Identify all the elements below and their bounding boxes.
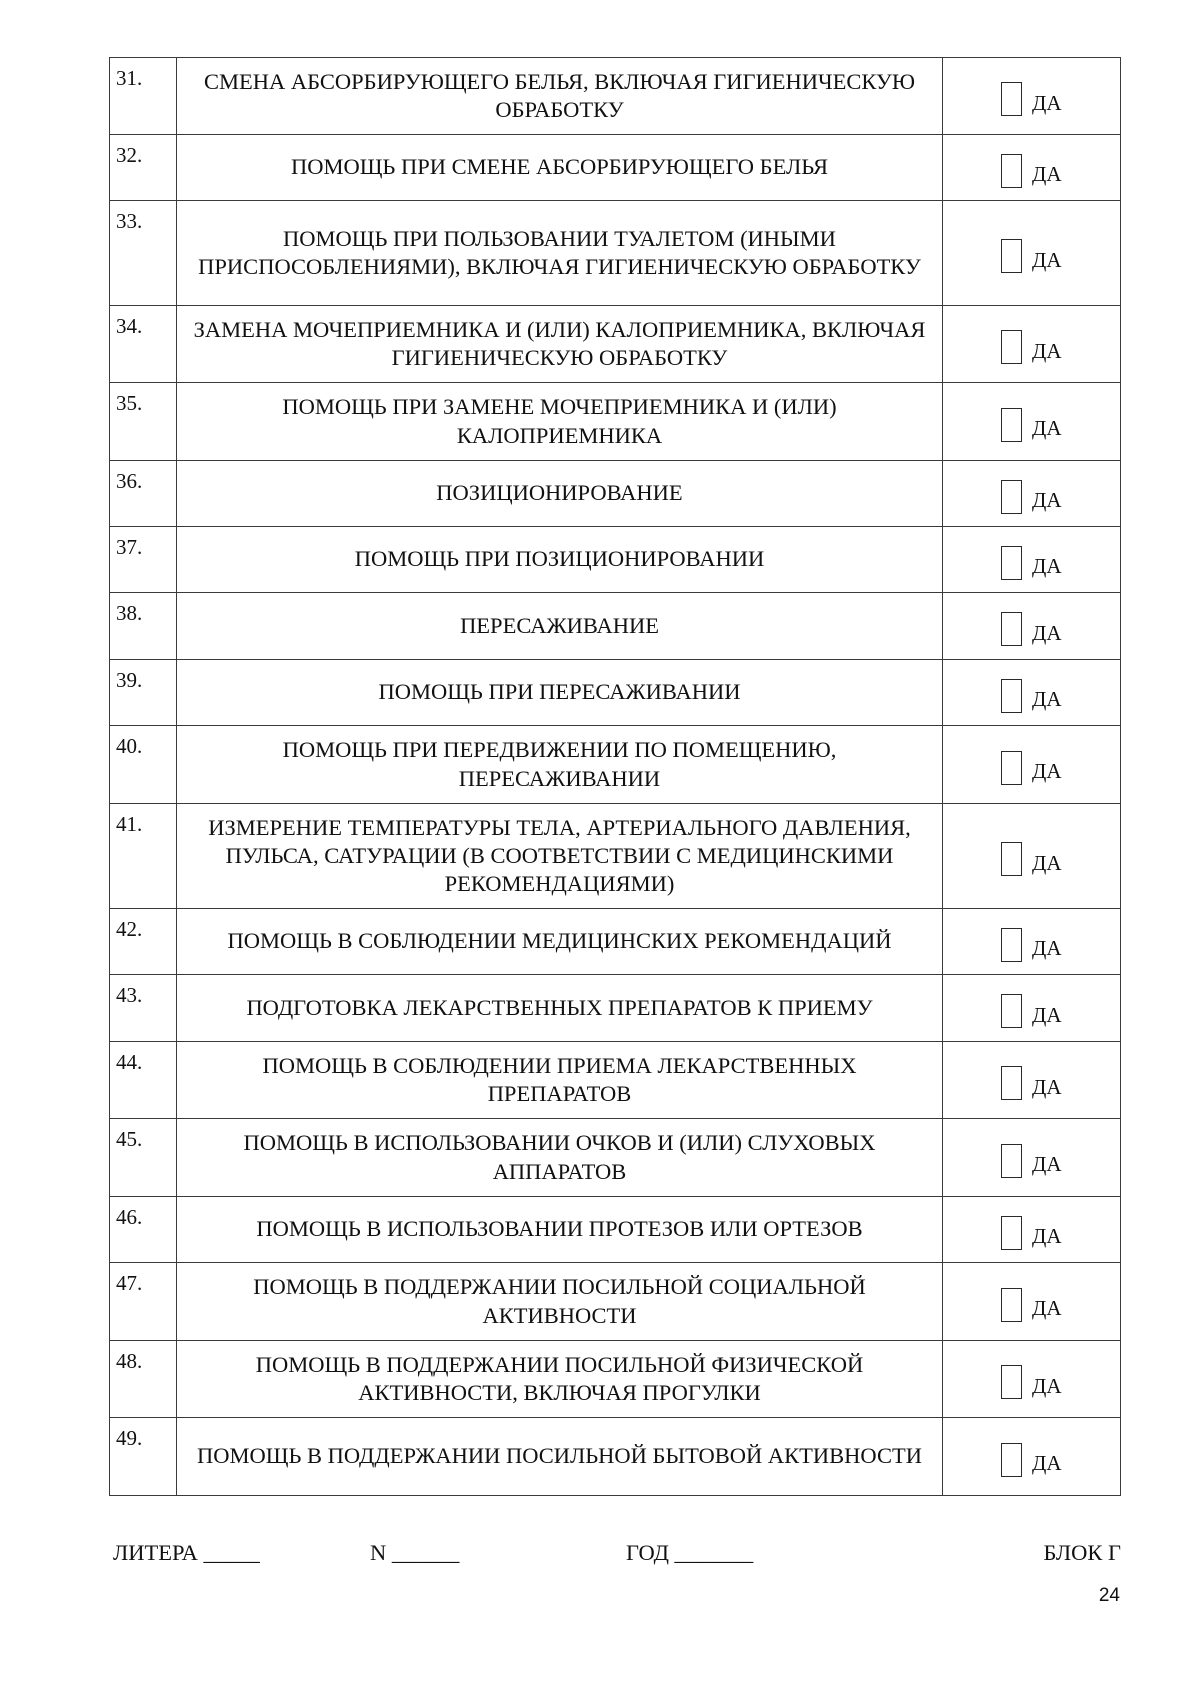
table-row <box>110 58 1121 135</box>
table-row <box>110 975 1121 1042</box>
row-service-text: ЗАМЕНА МОЧЕПРИЕМНИКА И (ИЛИ) КАЛОПРИЕМНИКА, ВКЛЮЧАЯ ГИГИЕНИЧЕСКУЮ ОБРАБОТКУ <box>177 306 943 383</box>
yes-label: ДА <box>1032 488 1062 512</box>
row-answer-cell <box>943 1042 1121 1119</box>
table-row <box>110 135 1121 201</box>
table-row <box>110 1341 1121 1418</box>
yes-label: ДА <box>1032 1002 1062 1027</box>
row-service-text: ПОМОЩЬ В ИСПОЛЬЗОВАНИИ ПРОТЕЗОВ ИЛИ ОРТЕЗОВ <box>177 1197 943 1263</box>
row-number: 42. <box>110 909 177 975</box>
row-number: 36. <box>110 461 177 527</box>
row-service-text: ПЕРЕСАЖИВАНИЕ <box>177 593 943 660</box>
row-number: 49. <box>110 1418 177 1496</box>
yes-checkbox[interactable] <box>1001 751 1022 785</box>
row-answer-cell <box>943 1263 1121 1341</box>
form-footer <box>113 1540 1121 1570</box>
yes-label: ДА <box>1032 1152 1062 1176</box>
row-number: 44. <box>110 1042 177 1119</box>
row-answer-cell <box>943 1197 1121 1263</box>
row-answer-cell <box>943 660 1121 726</box>
table-row <box>110 383 1121 461</box>
checklist-body <box>110 58 1121 1496</box>
yes-checkbox[interactable] <box>1001 1365 1022 1399</box>
yes-label: ДА <box>1032 687 1062 711</box>
row-service-text: ПОМОЩЬ ПРИ ЗАМЕНЕ МОЧЕПРИЕМНИКА И (ИЛИ) КАЛОПРИЕМНИКА <box>177 383 943 461</box>
row-number: 39. <box>110 660 177 726</box>
row-service-text: ПОМОЩЬ ПРИ ПЕРЕСАЖИВАНИИ <box>177 660 943 726</box>
row-answer-cell <box>943 1119 1121 1197</box>
table-row <box>110 804 1121 909</box>
row-service-text: ПОМОЩЬ ПРИ ПОЛЬЗОВАНИИ ТУАЛЕТОМ (ИНЫМИ ПРИСПОСОБЛЕНИЯМИ), ВКЛЮЧАЯ ГИГИЕНИЧЕСКУЮ ОБРАБОТКУ <box>177 201 943 306</box>
table-row <box>110 201 1121 306</box>
yes-label: ДА <box>1032 247 1062 272</box>
yes-checkbox[interactable] <box>1001 928 1022 962</box>
row-service-text: ПОДГОТОВКА ЛЕКАРСТВЕННЫХ ПРЕПАРАТОВ К ПРИЕМУ <box>177 975 943 1042</box>
row-number: 34. <box>110 306 177 383</box>
yes-label: ДА <box>1032 90 1062 115</box>
table-row <box>110 306 1121 383</box>
table-row <box>110 1418 1121 1496</box>
number-field: N ______ <box>370 1540 460 1565</box>
row-service-text: ПОМОЩЬ В ПОДДЕРЖАНИИ ПОСИЛЬНОЙ БЫТОВОЙ АКТИВНОСТИ <box>177 1418 943 1496</box>
row-service-text: ПОМОЩЬ ПРИ ПОЗИЦИОНИРОВАНИИ <box>177 527 943 593</box>
table-row <box>110 593 1121 660</box>
row-service-text: ПОМОЩЬ В СОБЛЮДЕНИИ ПРИЕМА ЛЕКАРСТВЕННЫХ ПРЕПАРАТОВ <box>177 1042 943 1119</box>
row-answer-cell <box>943 527 1121 593</box>
yes-checkbox[interactable] <box>1001 1216 1022 1250</box>
row-service-text: СМЕНА АБСОРБИРУЮЩЕГО БЕЛЬЯ, ВКЛЮЧАЯ ГИГИЕНИЧЕСКУЮ ОБРАБОТКУ <box>177 58 943 135</box>
row-service-text: ПОМОЩЬ В СОБЛЮДЕНИИ МЕДИЦИНСКИХ РЕКОМЕНДАЦИЙ <box>177 909 943 975</box>
yes-checkbox[interactable] <box>1001 679 1022 713</box>
yes-label: ДА <box>1032 1296 1062 1320</box>
row-number: 40. <box>110 726 177 804</box>
table-row <box>110 1042 1121 1119</box>
yes-label: ДА <box>1032 759 1062 783</box>
row-service-text: ПОМОЩЬ ПРИ ПЕРЕДВИЖЕНИИ ПО ПОМЕЩЕНИЮ, ПЕРЕСАЖИВАНИИ <box>177 726 943 804</box>
yes-label: ДА <box>1032 416 1062 440</box>
year-field: ГОД _______ <box>626 1540 754 1565</box>
yes-label: ДА <box>1032 620 1062 645</box>
yes-checkbox[interactable] <box>1001 408 1022 442</box>
yes-label: ДА <box>1032 1451 1062 1475</box>
litera-field: ЛИТЕРА _____ <box>113 1540 260 1565</box>
table-row <box>110 660 1121 726</box>
row-number: 32. <box>110 135 177 201</box>
table-row <box>110 1263 1121 1341</box>
table-row <box>110 461 1121 527</box>
yes-checkbox[interactable] <box>1001 239 1022 273</box>
yes-label: ДА <box>1032 1224 1062 1248</box>
table-row <box>110 1119 1121 1197</box>
row-service-text: ИЗМЕРЕНИЕ ТЕМПЕРАТУРЫ ТЕЛА, АРТЕРИАЛЬНОГО ДАВЛЕНИЯ, ПУЛЬСА, САТУРАЦИИ (В СООТВЕТСТВИИ С МЕДИЦИНСКИМИ РЕКОМЕНДАЦИЯМИ) <box>177 804 943 909</box>
row-number: 47. <box>110 1263 177 1341</box>
yes-checkbox[interactable] <box>1001 1443 1022 1477</box>
row-number: 41. <box>110 804 177 909</box>
row-answer-cell <box>943 975 1121 1042</box>
yes-checkbox[interactable] <box>1001 612 1022 646</box>
yes-checkbox[interactable] <box>1001 842 1022 876</box>
row-answer-cell <box>943 593 1121 660</box>
table-row <box>110 726 1121 804</box>
row-answer-cell <box>943 383 1121 461</box>
yes-label: ДА <box>1032 850 1062 875</box>
yes-label: ДА <box>1032 554 1062 578</box>
yes-label: ДА <box>1032 338 1062 363</box>
block-label: БЛОК Г <box>1043 1540 1121 1565</box>
yes-checkbox[interactable] <box>1001 82 1022 116</box>
yes-checkbox[interactable] <box>1001 1066 1022 1100</box>
yes-label: ДА <box>1032 1373 1062 1398</box>
row-number: 45. <box>110 1119 177 1197</box>
row-number: 31. <box>110 58 177 135</box>
yes-checkbox[interactable] <box>1001 1288 1022 1322</box>
yes-checkbox[interactable] <box>1001 480 1022 514</box>
row-number: 37. <box>110 527 177 593</box>
row-number: 43. <box>110 975 177 1042</box>
row-service-text: ПОМОЩЬ ПРИ СМЕНЕ АБСОРБИРУЮЩЕГО БЕЛЬЯ <box>177 135 943 201</box>
checklist-table <box>109 57 1121 1496</box>
yes-checkbox[interactable] <box>1001 1144 1022 1178</box>
row-number: 38. <box>110 593 177 660</box>
table-row <box>110 1197 1121 1263</box>
row-answer-cell <box>943 1341 1121 1418</box>
yes-checkbox[interactable] <box>1001 994 1022 1028</box>
row-number: 35. <box>110 383 177 461</box>
page-number: 24 <box>1098 1585 1120 1606</box>
row-number: 46. <box>110 1197 177 1263</box>
table-row <box>110 527 1121 593</box>
row-answer-cell <box>943 909 1121 975</box>
row-number: 33. <box>110 201 177 306</box>
row-answer-cell <box>943 58 1121 135</box>
yes-label: ДА <box>1032 162 1062 186</box>
row-service-text: ПОМОЩЬ В ПОДДЕРЖАНИИ ПОСИЛЬНОЙ СОЦИАЛЬНОЙ АКТИВНОСТИ <box>177 1263 943 1341</box>
table-row <box>110 909 1121 975</box>
row-answer-cell <box>943 726 1121 804</box>
yes-label: ДА <box>1032 1074 1062 1099</box>
yes-label: ДА <box>1032 936 1062 960</box>
row-service-text: ПОЗИЦИОНИРОВАНИЕ <box>177 461 943 527</box>
row-service-text: ПОМОЩЬ В ИСПОЛЬЗОВАНИИ ОЧКОВ И (ИЛИ) СЛУХОВЫХ АППАРАТОВ <box>177 1119 943 1197</box>
row-answer-cell <box>943 306 1121 383</box>
row-answer-cell <box>943 1418 1121 1496</box>
row-answer-cell <box>943 135 1121 201</box>
row-answer-cell <box>943 461 1121 527</box>
row-answer-cell <box>943 804 1121 909</box>
row-service-text: ПОМОЩЬ В ПОДДЕРЖАНИИ ПОСИЛЬНОЙ ФИЗИЧЕСКОЙ АКТИВНОСТИ, ВКЛЮЧАЯ ПРОГУЛКИ <box>177 1341 943 1418</box>
row-answer-cell <box>943 201 1121 306</box>
yes-checkbox[interactable] <box>1001 154 1022 188</box>
yes-checkbox[interactable] <box>1001 330 1022 364</box>
yes-checkbox[interactable] <box>1001 546 1022 580</box>
row-number: 48. <box>110 1341 177 1418</box>
